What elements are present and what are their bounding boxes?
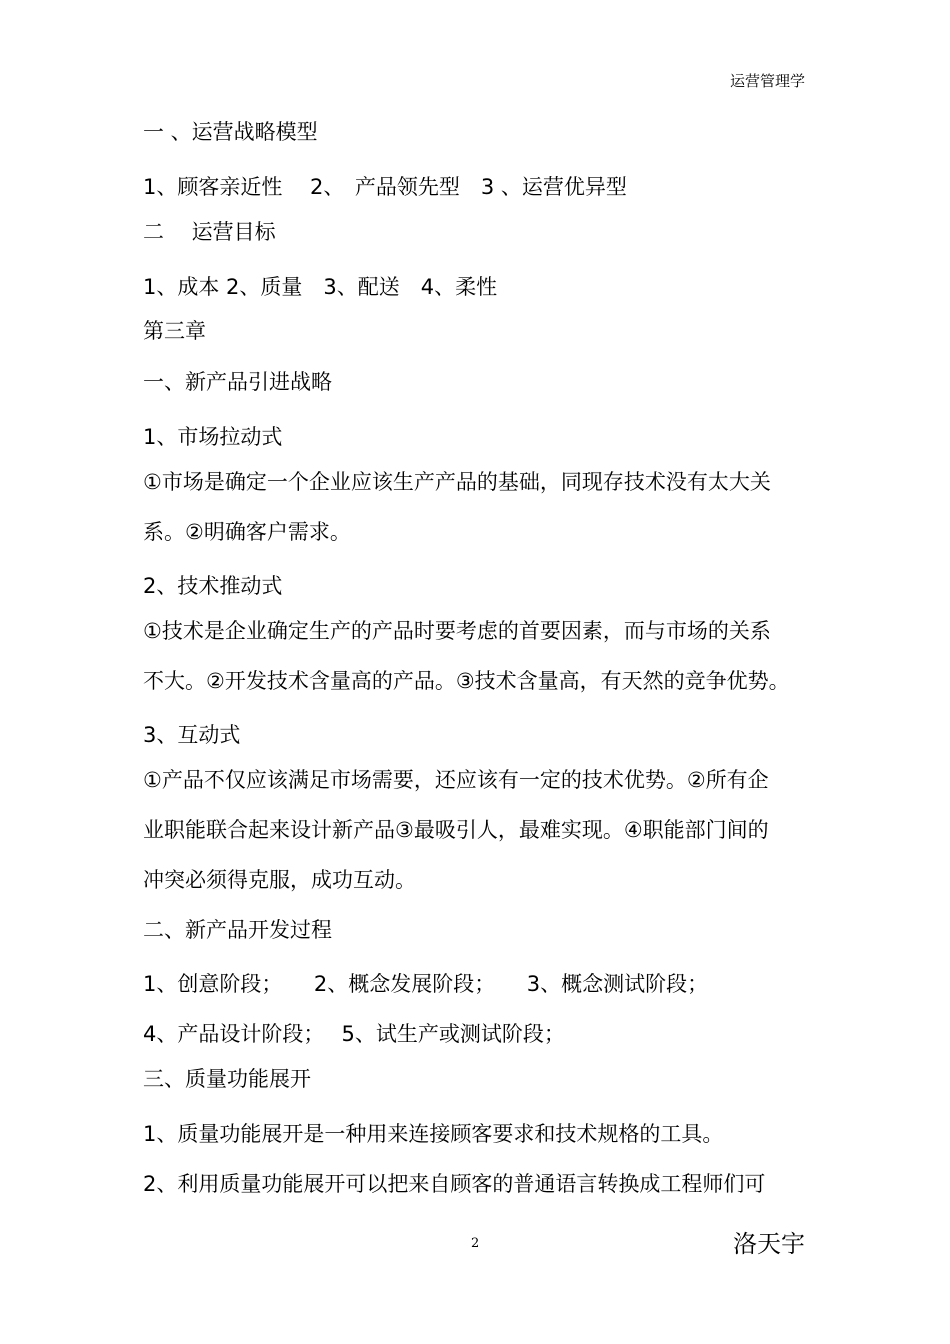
paragraph-line: 系。②明确客户需求。 [143,520,351,544]
list-item: 4、产品设计阶段； 5、试生产或测试阶段； [143,1022,565,1046]
page-number: 2 [471,1236,480,1251]
list-item: 1、质量功能展开是一种用来连接顾客要求和技术规格的工具。 [143,1122,724,1146]
chapter-heading: 第三章 [143,319,206,343]
list-item: 1、成本 2、质量 3、配送 4、柔性 [143,275,498,299]
paragraph-line: 业职能联合起来设计新产品③最吸引人，最难实现。④职能部门间的 [143,818,769,842]
section-heading: 一 、运营战略模型 [143,120,318,144]
list-item: 1、顾客亲近性 2、 产品领先型 3 、运营优异型 [143,175,627,199]
running-header: 运营管理学 [729,72,805,90]
paragraph-line: 冲突必须得克服，成功互动。 [143,868,416,892]
subsection-heading: 2、技术推动式 [143,574,283,598]
section-heading: 三、质量功能展开 [143,1067,311,1091]
paragraph-line: 不大。②开发技术含量高的产品。③技术含量高，有天然的竞争优势。 [143,669,790,693]
paragraph-line: ①产品不仅应该满足市场需要，还应该有一定的技术优势。②所有企 [143,768,769,792]
section-heading: 二 运营目标 [143,220,276,244]
subsection-heading: 1、市场拉动式 [143,425,283,449]
subsection-heading: 3、互动式 [143,723,241,747]
paragraph-line: ①技术是企业确定生产的产品时要考虑的首要因素，而与市场的关系 [143,619,771,643]
author-signature: 洛天宇 [733,1230,805,1258]
section-heading: 二、新产品开发过程 [143,918,332,942]
section-heading: 一、新产品引进战略 [143,370,332,394]
list-item: 2、利用质量功能展开可以把来自顾客的普通语言转换成工程师们可 [143,1172,766,1196]
paragraph-line: ①市场是确定一个企业应该生产产品的基础，同现存技术没有太大关 [143,470,771,494]
list-item: 1、创意阶段； 2、概念发展阶段； 3、概念测试阶段； [143,972,709,996]
